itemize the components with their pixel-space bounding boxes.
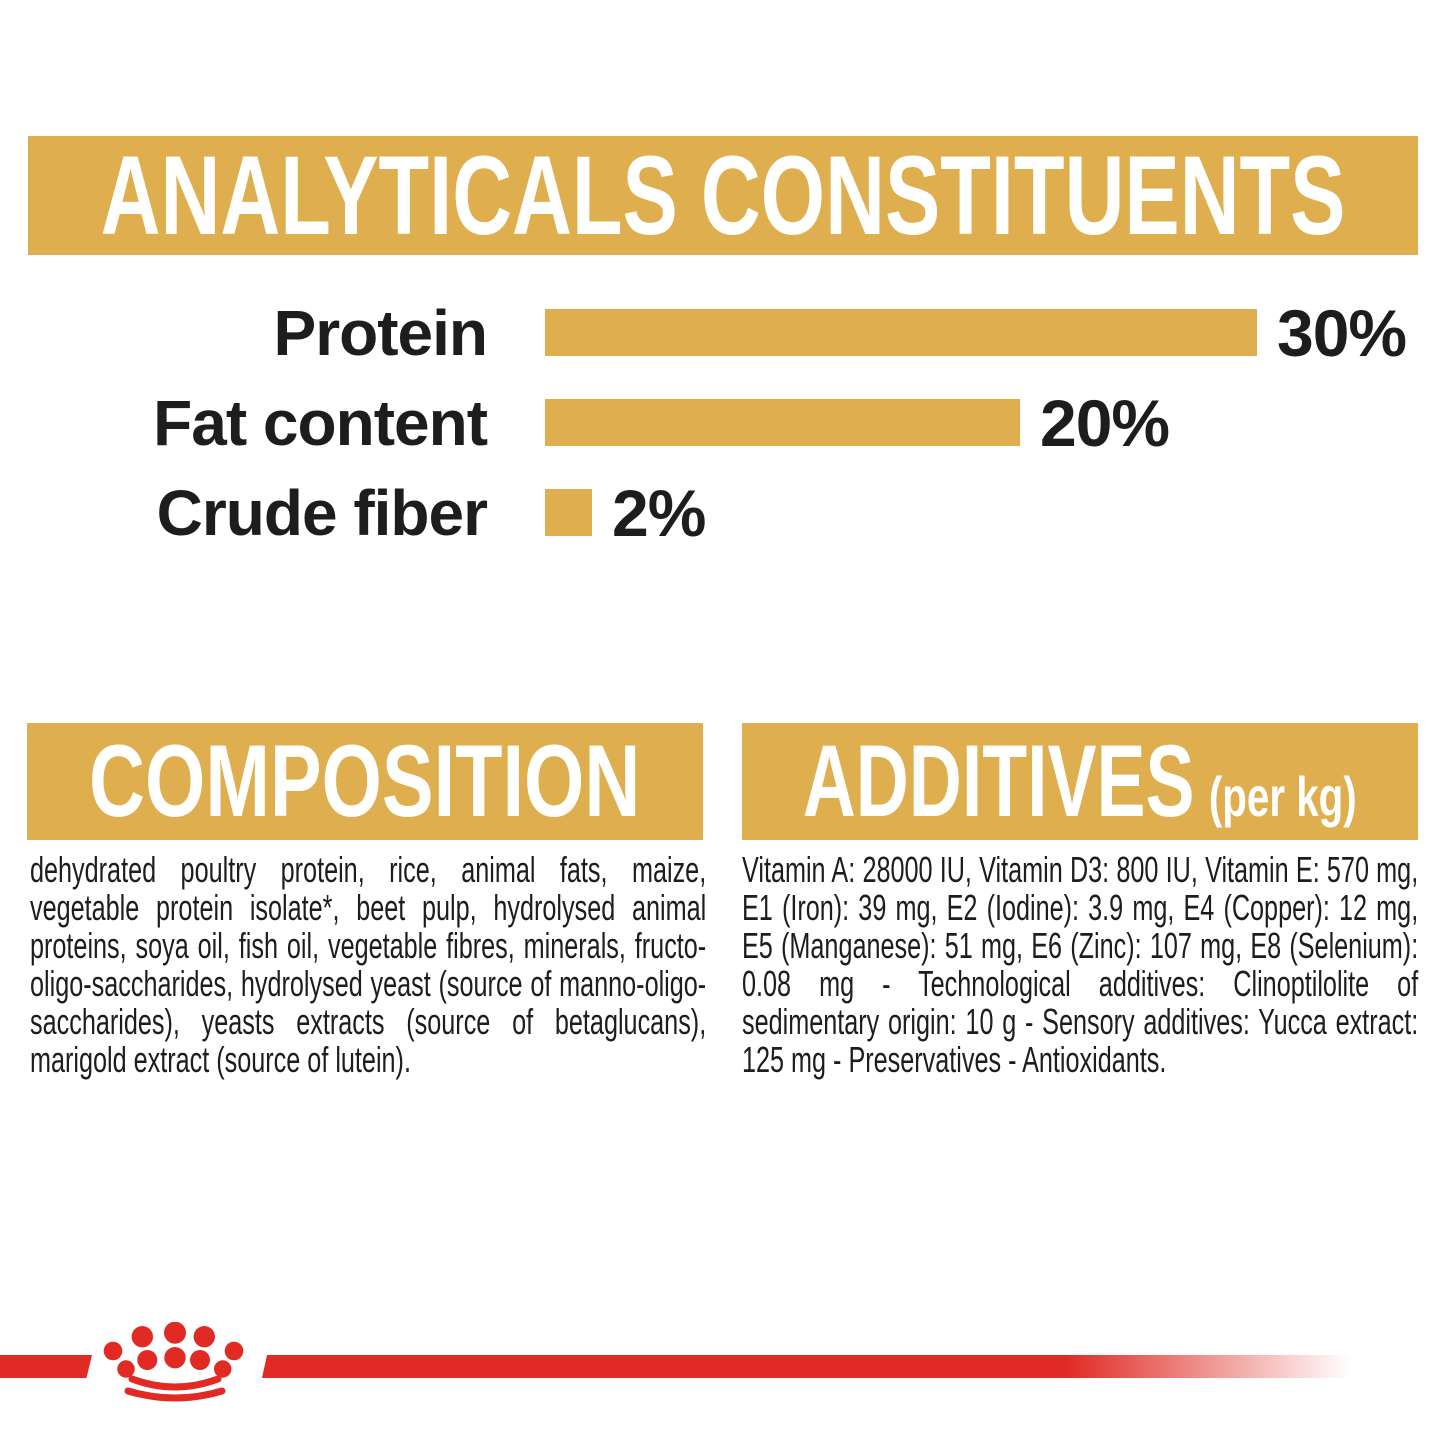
footer-stripe-left	[0, 1355, 92, 1378]
analyticals-title: ANALYTICALS CONSTITUENTS	[100, 133, 1346, 258]
chart-row	[0, 385, 1445, 460]
bar-category-label: Fat content	[153, 386, 487, 459]
bar-category-label: Crude fiber	[156, 476, 487, 549]
bar-value-label: 30%	[1277, 295, 1407, 370]
additives-banner	[742, 723, 1418, 840]
additives-title	[803, 723, 1357, 840]
additives-text: Vitamin A: 28000 IU, Vitamin D3: 800 IU, Vitamin E: 570 mg, E1 (Iron): 39 mg, E2 (Iodine): 3.9 mg, E4 (Copper): 12 mg, E5 (Manganese): 51 mg, E6 (Zinc): 107 mg, E8 (Selenium): 0.08 mg - Technological additives: Clinoptilolite of sedimentary origin: 10 g - Sensory additives: Yucca extract: 125 mg - Preservatives - Antioxidants.	[742, 849, 1419, 1080]
royal-canin-crown-icon	[95, 1322, 255, 1407]
composition-banner	[27, 723, 703, 840]
footer-stripe-right	[262, 1355, 1362, 1378]
composition-title: COMPOSITION	[89, 724, 641, 838]
bar-category-label: Protein	[273, 296, 487, 369]
bar	[545, 489, 592, 536]
additives-title-suffix: (per kg)	[1209, 765, 1357, 828]
bar	[545, 309, 1257, 356]
bar	[545, 399, 1020, 446]
composition-text: dehydrated poultry protein, rice, animal fats, maize, vegetable protein isolate*, beet pulp, hydrolysed animal proteins, soya oil, fish oil, vegetable fibres, minerals, fructo-oligo-saccharides, hydrolysed yeast (source of manno-oligo-saccharides), yeasts extracts (source of betaglucans), marigold extract (source of lutein).	[30, 849, 707, 1080]
additives-title-main: ADDITIVES	[803, 724, 1195, 838]
chart-row	[0, 295, 1445, 370]
bar-value-label: 2%	[612, 475, 706, 550]
chart-row	[0, 475, 1445, 550]
bar-value-label: 20%	[1040, 385, 1170, 460]
